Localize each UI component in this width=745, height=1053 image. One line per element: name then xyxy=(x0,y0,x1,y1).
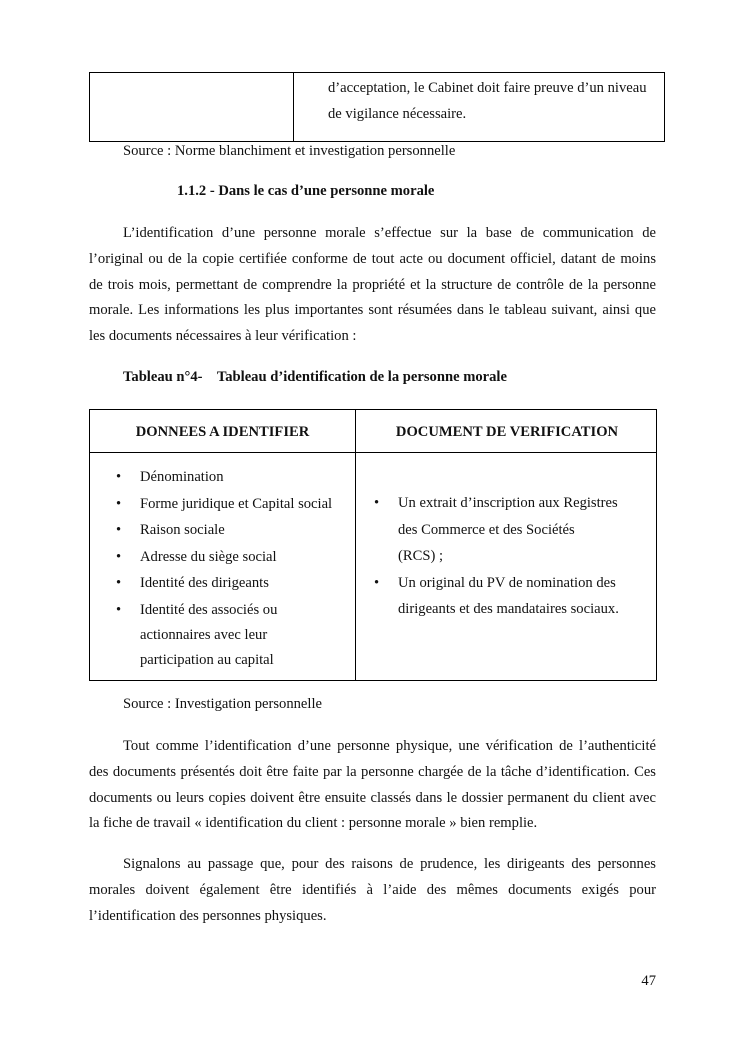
table-caption: Tableau n°4- Tableau d’identification de la personne morale xyxy=(123,369,507,385)
paragraph-line: documents ou leurs copies doivent être ensuite classés dans le dossier permanent du client avec xyxy=(89,790,656,806)
list-item: • Dénomination xyxy=(116,464,352,491)
section-heading: 1.1.2 - Dans le cas d’une personne morale xyxy=(177,183,435,199)
paragraph-line: morale. Les informations les plus importantes sont résumées dans le tableau suivant, ainsi que xyxy=(89,302,656,318)
header-separator xyxy=(90,452,656,453)
list-item-line: • Un original du PV de nomination des xyxy=(398,574,616,591)
list-item: • Adresse du siège social xyxy=(116,544,352,571)
table-divider xyxy=(293,73,294,141)
column-separator xyxy=(355,410,356,680)
paragraph-line: morales doivent également être identifiés à l’aide des mêmes documents exigés pour xyxy=(89,882,656,898)
paragraph-line: les documents nécessaires à leur vérification : xyxy=(89,328,357,344)
list-item xyxy=(374,490,654,570)
paragraph-line: Signalons au passage que, pour des raisons de prudence, les dirigeants des personnes xyxy=(123,856,656,872)
source-note-1: Source : Norme blanchiment et investigation personnelle xyxy=(123,143,456,159)
paragraph-line: de trois mois, permettant de comprendre la propriété et la structure de contrôle de la personne xyxy=(89,277,656,293)
continuation-table xyxy=(89,72,665,142)
page-number: 47 xyxy=(641,973,656,989)
paragraph-line: l’original ou de la copie certifiée conforme de tout acte ou document officiel, datant de moins xyxy=(89,251,656,267)
list-item-line: dirigeants et des mandataires sociaux. xyxy=(398,601,619,617)
list-item-line: • Un extrait d’inscription aux Registres xyxy=(398,495,618,511)
paragraph-line: l’identification des personnes physiques. xyxy=(89,908,327,924)
cell-line: de vigilance nécessaire. xyxy=(328,106,467,122)
identification-table xyxy=(89,409,657,681)
list-item-line: des Commerce et des Sociétés xyxy=(398,521,575,538)
header-right: DOCUMENT DE VERIFICATION xyxy=(395,424,619,440)
continuation-cell xyxy=(328,75,660,127)
list-item: • Forme juridique et Capital social xyxy=(116,491,352,518)
paragraph-line: des documents présentés doit être faite par la personne chargée de la tâche d’identification. Ces xyxy=(89,764,656,780)
data-list xyxy=(116,464,352,673)
document-list xyxy=(374,490,654,623)
list-item-line: participation au capital xyxy=(140,652,274,668)
list-item-line: (RCS) ; xyxy=(398,548,444,564)
source-note-2: Source : Investigation personnelle xyxy=(123,696,322,712)
list-item-line: • Identité des associés ou xyxy=(140,601,278,618)
list-item xyxy=(116,597,352,674)
list-item: • Identité des dirigeants xyxy=(116,570,352,597)
paragraph-line: L’identification d’une personne morale s’effectue sur la base de communication de xyxy=(123,225,656,241)
header-left: DONNEES A IDENTIFIER xyxy=(135,424,310,440)
list-item: • Raison sociale xyxy=(116,517,352,544)
list-item xyxy=(374,570,654,623)
paragraph-line: Tout comme l’identification d’une personne physique, une vérification de l’authenticité xyxy=(123,738,656,754)
list-item-line: actionnaires avec leur xyxy=(140,627,268,643)
cell-line: d’acceptation, le Cabinet doit faire preuve d’un niveau xyxy=(328,80,647,96)
paragraph-line: la fiche de travail « identification du client : personne morale » bien remplie. xyxy=(89,815,538,831)
